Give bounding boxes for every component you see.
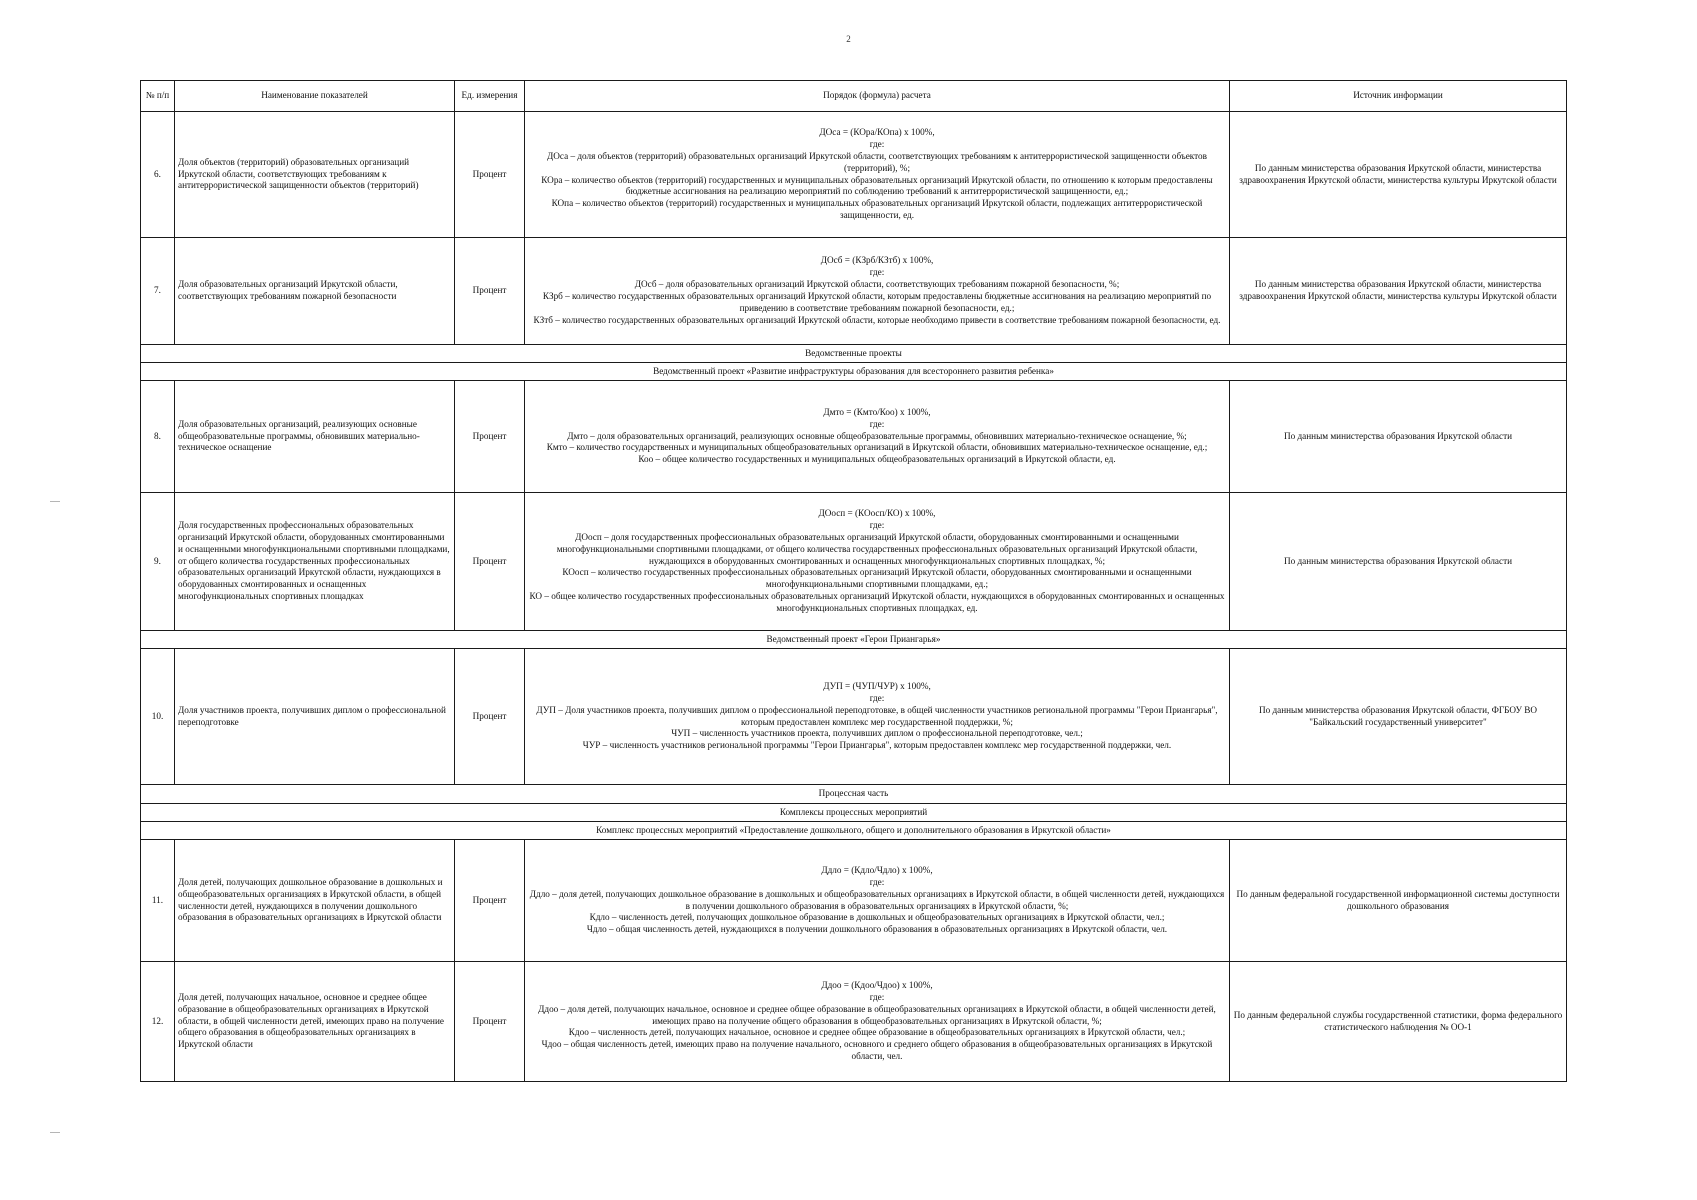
section-title: Комплексы процессных мероприятий <box>141 804 1567 822</box>
table-row <box>141 238 1567 345</box>
row-number: 6. <box>141 112 175 238</box>
row-number: 11. <box>141 840 175 962</box>
section-row <box>141 631 1567 649</box>
header-formula: Порядок (формула) расчета <box>525 81 1230 112</box>
unit-cell: Процент <box>455 493 525 631</box>
unit-cell: Процент <box>455 840 525 962</box>
source-cell: По данным министерства образования Иркутской области, ФГБОУ ВО "Байкальский государственный университет" <box>1230 649 1567 785</box>
formula-line: ДОсб – доля образовательных организаций Иркутской области, соответствующих требованиям пожарной безопасности, %; <box>634 279 1120 290</box>
formula-line: где: <box>869 991 885 1002</box>
formula-line: Дмто – доля образовательных организаций, реализующих основные общеобразовательные программы, обновивших материально-техническое оснащение, %; <box>567 430 1187 441</box>
formula-line: где: <box>869 418 885 429</box>
unit-cell: Процент <box>455 112 525 238</box>
indicator-name: Доля государственных профессиональных образовательных организаций Иркутской области, оборудованных смонтированными и оснащенными многофункциональными спортивными площадками, от общего количества государственных профессиональных образовательных организаций Иркутской области, нуждающихся в оборудованных смонтированных и оснащенных многофункциональных спортивных площадках <box>175 493 455 631</box>
formula-line: ЧУР – численность участников региональной программы "Герои Приангарья", которым предоставлен комплекс мер государственной поддержки, чел. <box>582 740 1172 751</box>
formula-cell <box>525 649 1230 785</box>
formula-line: где: <box>869 692 885 703</box>
formula-cell <box>525 112 1230 238</box>
unit-cell: Процент <box>455 381 525 493</box>
table-row <box>141 381 1567 493</box>
formula-line: Кдло – численность детей, получающих дошкольное образование в дошкольных и общеобразовательных организациях в Иркутской области, чел.; <box>589 912 1165 923</box>
formula-line: ДОсб = (КЗрб/КЗтб) х 100%, <box>820 255 934 266</box>
section-row <box>141 345 1567 363</box>
formula-cell <box>525 381 1230 493</box>
project-title: Ведомственный проект «Развитие инфраструктуры образования для всестороннего развития ребенка» <box>141 363 1567 381</box>
formula-line: ДОса – доля объектов (территорий) образовательных организаций Иркутской области, соответствующих требованиям к антитеррористической защищенности объектов (территорий), %; <box>547 150 1207 173</box>
source-cell: По данным министерства образования Иркутской области <box>1230 493 1567 631</box>
source-cell: По данным министерства образования Иркутской области <box>1230 381 1567 493</box>
formula-line: где: <box>869 138 885 149</box>
formula-line: КОра – количество объектов (территорий) государственных и муниципальных образовательных организаций Иркутской области, по отношению к которым предоставлены бюджетные ассигнования на реализацию мероприятий по соблюдению требований к антитеррористической защищенности, ед.; <box>541 174 1213 197</box>
row-number: 9. <box>141 493 175 631</box>
table-row <box>141 840 1567 962</box>
header-num: № п/п <box>141 81 175 112</box>
formula-line: Дмто = (Кмто/Коо) х 100%, <box>823 406 931 417</box>
formula-line: ДОосп = (КОосп/КО) х 100%, <box>818 507 936 518</box>
scan-mark <box>50 1132 60 1133</box>
formula-cell <box>525 962 1230 1082</box>
row-number: 12. <box>141 962 175 1082</box>
indicator-name: Доля детей, получающих дошкольное образование в дошкольных и общеобразовательных организациях в Иркутской области, в общей численности детей, нуждающихся в получении дошкольного образования в образовательных организациях в Иркутской области <box>175 840 455 962</box>
indicator-name: Доля образовательных организаций Иркутской области, соответствующих требованиям пожарной безопасности <box>175 238 455 345</box>
formula-cell <box>525 493 1230 631</box>
formula-line: где: <box>869 876 885 887</box>
indicators-table <box>140 80 1567 1082</box>
indicator-name: Доля детей, получающих начальное, основное и среднее общее образование в общеобразовательных организациях в Иркутской области, в общей численности детей, имеющих право на получение общего образования в общеобразовательных организациях в Иркутской области <box>175 962 455 1082</box>
row-number: 7. <box>141 238 175 345</box>
page-number: 2 <box>846 34 851 44</box>
header-source: Источник информации <box>1230 81 1567 112</box>
formula-cell <box>525 840 1230 962</box>
source-cell: По данным министерства образования Иркутской области, министерства здравоохранения Иркутской области, министерства культуры Иркутской области <box>1230 112 1567 238</box>
formula-line: ДОса = (КОра/КОпа) х 100%, <box>819 126 935 137</box>
formula-line: КОпа – количество объектов (территорий) государственных и муниципальных образовательных организаций Иркутской области, подлежащих антитеррористической защищенности, ед. <box>551 198 1203 221</box>
section-row <box>141 804 1567 822</box>
section-row <box>141 785 1567 804</box>
formula-line: Ддоо = (Кдоо/Чдоо) х 100%, <box>821 979 933 990</box>
row-number: 10. <box>141 649 175 785</box>
formula-line: ДУП = (ЧУП/ЧУР) х 100%, <box>823 680 931 691</box>
formula-line: где: <box>869 519 885 530</box>
table-row <box>141 962 1567 1082</box>
formula-line: КОосп – количество государственных профессиональных образовательных организаций Иркутской области, оборудованных смонтированными и оснащенными многофункциональными спортивными площадками, ед.; <box>562 567 1192 590</box>
row-number: 8. <box>141 381 175 493</box>
formula-line: КЗтб – количество государственных образовательных организаций Иркутской области, которые необходимо привести в соответствие требованиям пожарной безопасности, ед. <box>533 314 1221 325</box>
unit-cell: Процент <box>455 649 525 785</box>
formula-line: Кдоо – численность детей, получающих начальное, основное и среднее общее образование в общеобразовательных организациях в Иркутской области, чел.; <box>568 1027 1186 1038</box>
table-row <box>141 112 1567 238</box>
formula-line: КЗрб – количество государственных образовательных организаций Иркутской области, которым предоставлены бюджетные ассигнования на реализацию мероприятий по приведению в соответствие требованиям пожарной безопасности, ед.; <box>542 291 1212 313</box>
source-cell: По данным министерства образования Иркутской области, министерства здравоохранения Иркутской области, министерства культуры Иркутской области <box>1230 238 1567 345</box>
indicator-name: Доля образовательных организаций, реализующих основные общеобразовательные программы, обновивших материально-техническое оснащение <box>175 381 455 493</box>
indicator-name: Доля участников проекта, получивших диплом о профессиональной переподготовке <box>175 649 455 785</box>
formula-line: Ддоо – доля детей, получающих начальное, основное и среднее общее образование в общеобразовательных организациях в Иркутской области, в общей численности детей, имеющих право на получение общего образования в общеобразовательных организациях в Иркутской области, %; <box>538 1003 1216 1026</box>
section-title: Процессная часть <box>141 785 1567 804</box>
project-title: Ведомственный проект «Герои Приангарья» <box>141 631 1567 649</box>
unit-cell: Процент <box>455 238 525 345</box>
header-unit: Ед. измерения <box>455 81 525 112</box>
scan-mark <box>50 501 60 502</box>
section-title: Ведомственные проекты <box>141 345 1567 363</box>
formula-line: ДОосп – доля государственных профессиональных образовательных организаций Иркутской области, оборудованных смонтированными и оснащенными многофункциональными спортивными площадками, от общего количества государственных профессиональных образовательных организаций Иркутской области, нуждающихся в оборудованных смонтированных и оснащенных многофункциональных спортивных площадках, %; <box>556 531 1198 566</box>
formula-line: Чдоо – общая численность детей, имеющих право на получение начального, основного и среднего общего образования в общеобразовательных организациях в Иркутской области, чел. <box>541 1039 1213 1062</box>
formula-line: Кмто – количество государственных и муниципальных общеобразовательных организаций в Иркутской области, обновивших материально-техническое оснащение, ед.; <box>546 442 1208 453</box>
formula-line: где: <box>869 267 885 278</box>
section-row <box>141 363 1567 381</box>
formula-line: Ддло = (Кдло/Чдло) х 100%, <box>821 864 933 875</box>
unit-cell: Процент <box>455 962 525 1082</box>
formula-cell <box>525 238 1230 345</box>
section-row <box>141 822 1567 840</box>
complex-title: Комплекс процессных мероприятий «Предоставление дошкольного, общего и дополнительного образования в Иркутской области» <box>141 822 1567 840</box>
formula-line: ДУП – Доля участников проекта, получивших диплом о профессиональной переподготовке, в общей численности участников региональной программы "Герои Приангарья", которым предоставлен комплекс мер государственной поддержки, %; <box>536 704 1218 727</box>
formula-line: ЧУП – численность участников проекта, получивших диплом о профессиональной переподготовке, чел.; <box>671 728 1083 739</box>
formula-line: КО – общее количество государственных профессиональных образовательных организаций Иркутской области, нуждающихся в оборудованных смонтированных и оснащенных многофункциональных спортивных площадках, ед. <box>529 591 1225 614</box>
source-cell: По данным федеральной службы государственной статистики, форма федерального статистического наблюдения № ОО-1 <box>1230 962 1567 1082</box>
source-cell: По данным федеральной государственной информационной системы доступности дошкольного образования <box>1230 840 1567 962</box>
formula-line: Коо – общее количество государственных и муниципальных общеобразовательных организаций в Иркутской области, ед. <box>638 454 1116 465</box>
table-row <box>141 493 1567 631</box>
table-row <box>141 649 1567 785</box>
header-row <box>141 81 1567 112</box>
indicator-name: Доля объектов (территорий) образовательных организаций Иркутской области, соответствующих требованиям к антитеррористической защищенности объектов (территорий) <box>175 112 455 238</box>
formula-line: Чдло – общая численность детей, нуждающихся в получении дошкольного образования в образовательных организациях в Иркутской области, чел. <box>586 924 1168 935</box>
header-name: Наименование показателей <box>175 81 455 112</box>
formula-line: Ддло – доля детей, получающих дошкольное образование в дошкольных и общеобразовательных организациях в Иркутской области, в общей численности детей, нуждающихся в получении дошкольного образования в образовательных организациях в Иркутской области, %; <box>529 888 1225 911</box>
